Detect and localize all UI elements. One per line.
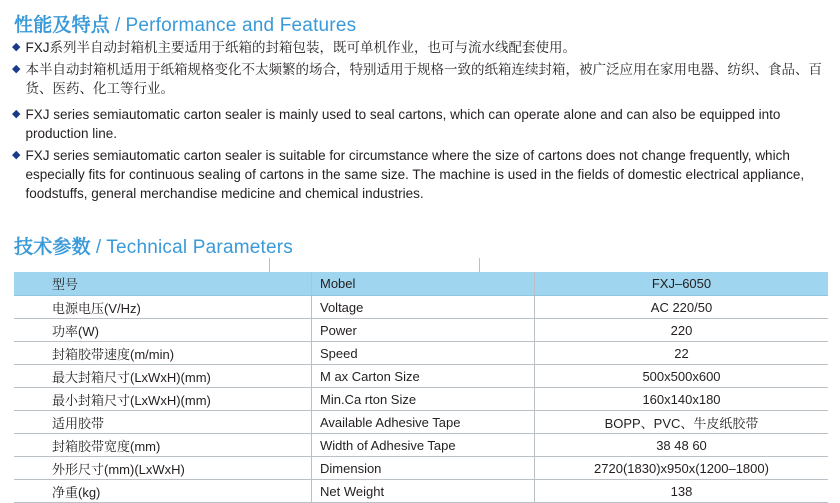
table-row	[14, 411, 828, 434]
table-cell-cn: 最大封箱尺寸(LxWxH)(mm)	[14, 365, 312, 388]
table-cell-en: Power	[312, 319, 535, 342]
table-cell-en: Net Weight	[312, 480, 535, 503]
table-row	[14, 296, 828, 319]
table-cell-en: Voltage	[312, 296, 535, 319]
list-item	[12, 105, 828, 143]
table-cell-en: Width of Adhesive Tape	[312, 434, 535, 457]
table-row	[14, 457, 828, 480]
table-cell-en: Speed	[312, 342, 535, 365]
table-cell-cn: 净重(kg)	[14, 480, 312, 503]
table-header-row	[14, 272, 828, 296]
diamond-bullet-icon: ◆	[12, 148, 21, 161]
table-cell-cn: 适用胶带	[14, 411, 312, 434]
parameters-table-container	[14, 272, 828, 503]
parameters-heading-en: Technical Parameters	[106, 237, 293, 258]
diamond-bullet-icon: ◆	[12, 41, 21, 53]
list-item	[12, 146, 828, 203]
list-item-text: 本半自动封箱机适用于纸箱规格变化不太频繁的场合，特别适用于规格一致的纸箱连续封箱，被广泛应用在家用电器、纺织、食品、百货、医药、化工等行业。	[25, 61, 822, 96]
table-cell-en: Dimension	[312, 457, 535, 480]
table-row	[14, 480, 828, 503]
table-cell-en: Min.Ca rton Size	[312, 388, 535, 411]
list-item-text: FXJ series semiautomatic carton sealer is mainly used to seal cartons, which can operate alone and can also be equipped into production line.	[25, 106, 781, 141]
table-column-divider	[269, 258, 270, 272]
list-item-text: FXJ系列半自动封箱机主要适用于纸箱的封箱包装，既可单机作业，也可与流水线配套使用。	[25, 40, 576, 55]
table-column-divider	[479, 258, 480, 272]
table-cell-cn: 封箱胶带宽度(mm)	[14, 434, 312, 457]
diamond-bullet-icon: ◆	[12, 107, 21, 120]
features-heading-separator: /	[115, 15, 121, 36]
table-cell-value: 138	[535, 480, 829, 503]
table-cell-value: 220	[535, 319, 829, 342]
parameters-section-heading	[14, 232, 293, 259]
features-heading-cn: 性能及特点	[14, 15, 111, 36]
table-cell-cn: 外形尺寸(mm)(LxWxH)	[14, 457, 312, 480]
table-cell-value: 500x500x600	[535, 365, 829, 388]
table-cell-cn: 电源电压(V/Hz)	[14, 296, 312, 319]
table-cell-value: 38 48 60	[535, 434, 829, 457]
table-header-cell-en: Mobel	[312, 272, 535, 296]
table-cell-value: BOPP、PVC、牛皮纸胶带	[535, 411, 829, 434]
features-section-heading	[14, 10, 356, 37]
table-cell-value: 22	[535, 342, 829, 365]
table-cell-cn: 功率(W)	[14, 319, 312, 342]
parameters-heading-separator: /	[95, 237, 102, 258]
list-item	[12, 60, 828, 99]
table-cell-value: AC 220/50	[535, 296, 829, 319]
table-row	[14, 319, 828, 342]
parameters-heading-cn: 技术参数	[14, 237, 91, 258]
table-cell-cn: 封箱胶带速度(m/min)	[14, 342, 312, 365]
features-bullet-list	[12, 38, 828, 206]
table-cell-en: M ax Carton Size	[312, 365, 535, 388]
list-item	[12, 38, 828, 58]
table-row	[14, 365, 828, 388]
table-row	[14, 388, 828, 411]
table-row	[14, 342, 828, 365]
table-cell-value: 160x140x180	[535, 388, 829, 411]
features-heading-en: Performance and Features	[125, 15, 357, 36]
table-row	[14, 434, 828, 457]
table-cell-en: Available Adhesive Tape	[312, 411, 535, 434]
parameters-table	[14, 272, 828, 503]
diamond-bullet-icon: ◆	[12, 62, 21, 75]
table-cell-cn: 最小封箱尺寸(LxWxH)(mm)	[14, 388, 312, 411]
list-item-text: FXJ series semiautomatic carton sealer is suitable for circumstance where the size of cartons does not change frequently, which especially fits for continuous sealing of cartons in the same size. The machine is used in the fields of domestic electrical appliance, foodstuffs, general merchandise medicine and chemical industries.	[25, 147, 805, 201]
table-header-cell-cn: 型号	[14, 272, 312, 296]
table-cell-value: 2720(1830)x950x(1200–1800)	[535, 457, 829, 480]
table-header-cell-value: FXJ–6050	[535, 272, 829, 296]
